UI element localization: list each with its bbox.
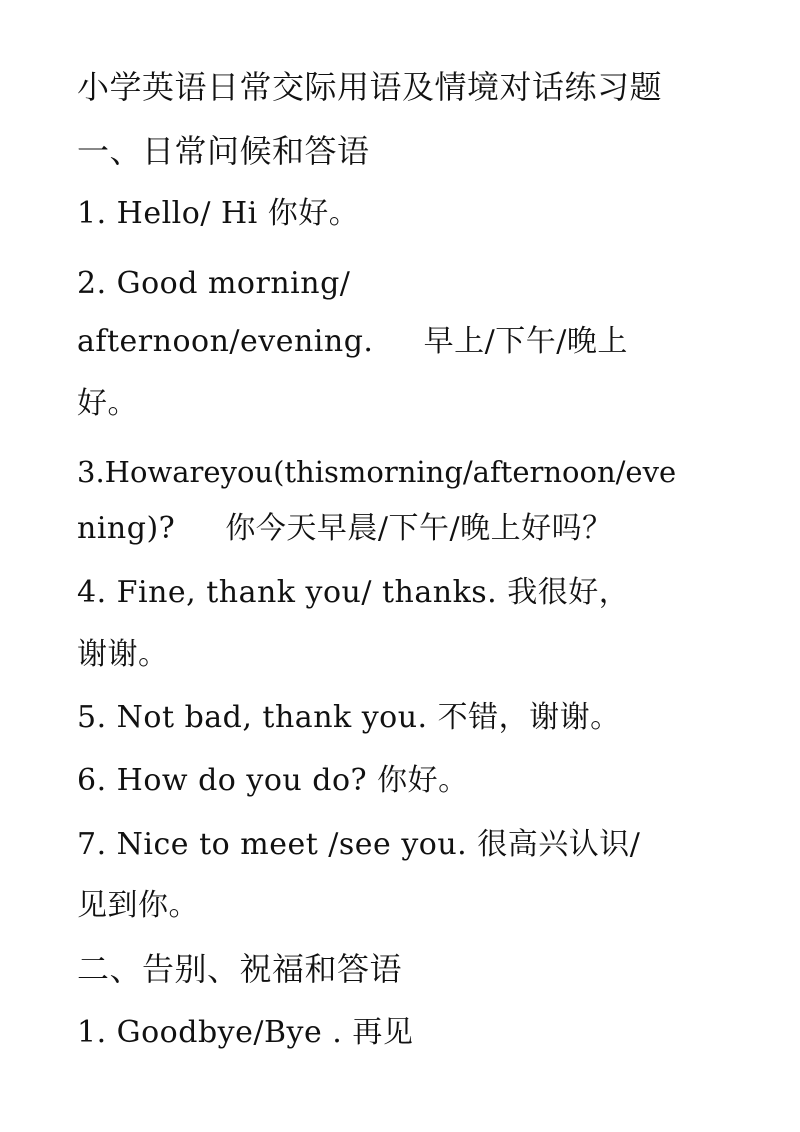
text-line: 1. Hello/ Hi 你好。 [77,196,360,231]
text-line: ning)? 你今天早晨/下午/晚上好吗？ [77,511,613,546]
section-heading-greetings: 一、日常问候和答语 [77,132,370,170]
text-line: 6. How do you do? 你好。 [77,763,469,798]
text-line: 2. Good morning/ [77,266,351,301]
section-heading-farewells: 二、告别、祝福和答语 [77,950,403,988]
text-line: 1. Goodbye/Bye . 再见 [77,1015,414,1050]
text-line: afternoon/evening. 早上/下午/晚上 [77,324,628,359]
document-title: 小学英语日常交际用语及情境对话练习题 [77,68,663,106]
text-line: 好。 [77,386,138,421]
text-line: 5. Not bad, thank you. 不错，谢谢。 [77,700,621,735]
text-line: 3.Howareyou(thismorning/afternoon/eve [77,455,677,489]
text-line: 谢谢。 [77,637,169,672]
text-line: 4. Fine, thank you/ thanks. 我很好， [77,575,630,610]
text-line: 见到你。 [77,888,199,923]
text-line: 7. Nice to meet /see you. 很高兴认识/ [77,827,641,862]
